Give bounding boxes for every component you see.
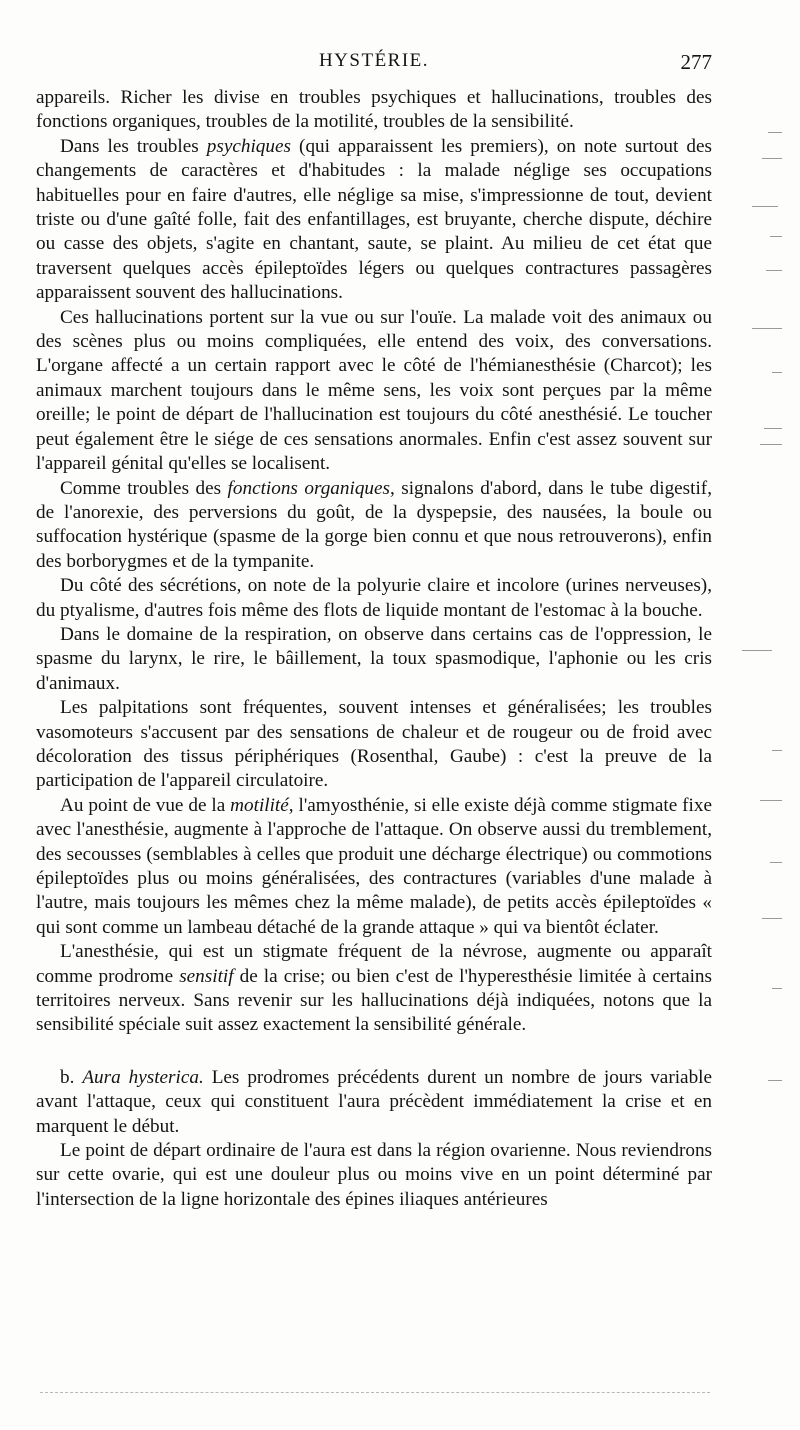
section-heading: Aura hysterica. bbox=[82, 1066, 204, 1088]
paragraph: Le point de départ ordinaire de l'aura est dans la région ovarienne. Nous reviendrons sur cette ovarie, qui est une douleur plus ou moins vive en un point déterminé par l'intersection de la ligne horizontale des épines iliaques antérieures bbox=[36, 1140, 712, 1210]
emphasis: sensitif bbox=[179, 965, 234, 987]
emphasis: psychiques bbox=[206, 135, 291, 157]
paragraph bbox=[36, 940, 712, 1038]
paragraph bbox=[36, 135, 712, 306]
text-run: de la crise; ou bien c'est de l'hyperesthésie limitée à certains territoires nerveux. Sans revenir sur les hallucinations déjà indiquées, notons que la sensibilité spéciale suit assez exactement la sensibilité générale. bbox=[36, 965, 712, 1036]
running-head: HYSTÉRIE. bbox=[318, 50, 430, 71]
text-run: (qui apparaissent les premiers), on note surtout des changements de caractères et d'habitudes : la malade néglige ses occupations habituelles pour en faire d'autres, elle néglige sa mise, s'impressionne de tout, devient triste ou d'une gaîté folle, fait des enfantillages, est bruyante, cherche dispute, déchire ou casse des objets, s'agite en chantant, saute, se plaint. Au milieu de cet état que traversent quelques accès épileptoïdes légers ou quelques contractures passagères apparaissent souvent des hallucinations. bbox=[36, 135, 712, 304]
text-run: L'anesthésie, qui est un stigmate fréquent de la névrose, augmente ou apparaît comme prodrome bbox=[36, 941, 712, 987]
paragraph: Ces hallucinations portent sur la vue ou sur l'ouïe. La malade voit des animaux ou des scènes plus ou moins compliquées, elle entend des voix, des conversations. L'organe affecté a un certain rapport avec le côté de l'hémianesthésie (Charcot); les animaux marchent toujours dans le même sens, les voix sont perçues par la même oreille; le point de départ de l'hallucination est toujours du côté anesthésié. Le toucher peut également être le siége de ces sensations anormales. Enfin c'est assez souvent sur l'appareil génital qu'elles se localisent. bbox=[36, 306, 712, 475]
paragraph bbox=[36, 477, 712, 575]
page-number: 277 bbox=[680, 50, 712, 74]
text-run: , signalons d'abord, dans le tube digestif, de l'anorexie, des perversions du goût, de la dyspepsie, des nausées, la boule ou suffocation hystérique (spasme de la gorge bien connu et que nous retrouverons), enfin des borborygmes et de la tympanite. bbox=[36, 477, 712, 572]
section-paragraph bbox=[36, 1066, 712, 1139]
paragraph: Du côté des sécrétions, on note de la polyurie claire et incolore (urines nerveuses), du ptyalisme, d'autres fois même des flots de liquide montant de l'estomac à la bouche. bbox=[36, 575, 712, 621]
paragraph: Les palpitations sont fréquentes, souvent intenses et généralisées; les troubles vasomoteurs s'accusent par des sensations de chaleur et de rougeur ou de froid avec décoloration des tissus périphériques (Rosenthal, Gaube) : c'est la preuve de la participation de l'appareil circulatoire. bbox=[36, 697, 712, 792]
emphasis: motilité bbox=[230, 794, 289, 816]
text-run: Dans les troubles bbox=[60, 135, 207, 157]
section-label: b. bbox=[60, 1066, 83, 1088]
paragraph: appareils. Richer les divise en troubles psychiques et hallucinations, troubles des fonctions organiques, troubles de la motilité, troubles de la sensibilité. bbox=[36, 87, 712, 133]
text-run: Au point de vue de la bbox=[60, 794, 231, 816]
body-text bbox=[36, 86, 712, 1212]
text-run: Comme troubles des bbox=[60, 477, 228, 499]
page-header bbox=[36, 50, 712, 80]
bottom-bleed-line bbox=[40, 1392, 710, 1394]
margin-marks bbox=[722, 110, 782, 1110]
emphasis: fonctions organiques bbox=[227, 477, 390, 499]
text-run: , l'amyosthénie, si elle existe déjà comme stigmate fixe avec l'anesthésie, augmente à l'approche de l'attaque. On observe aussi du tremblement, des secousses (semblables à celles que produit une décharge électrique) ou commotions épileptoïdes plus ou moins généralisées, des contractures (variables d'une malade à l'autre, mais toujours les mêmes chez la même malade), de petits accès épileptoïdes « qui sont comme un lambeau détaché de la grande attaque » qui va bientôt éclater. bbox=[36, 794, 712, 938]
paragraph bbox=[36, 794, 712, 940]
paragraph: Dans le domaine de la respiration, on observe dans certains cas de l'oppression, le spasme du larynx, le rire, le bâillement, la toux spasmodique, l'aphonie ou les cris d'animaux. bbox=[36, 623, 712, 694]
text-run: Les prodromes précédents durent un nombre de jours variable avant l'attaque, ceux qui constituent l'aura précèdent immédiatement la crise et en marquent le début. bbox=[36, 1066, 713, 1137]
